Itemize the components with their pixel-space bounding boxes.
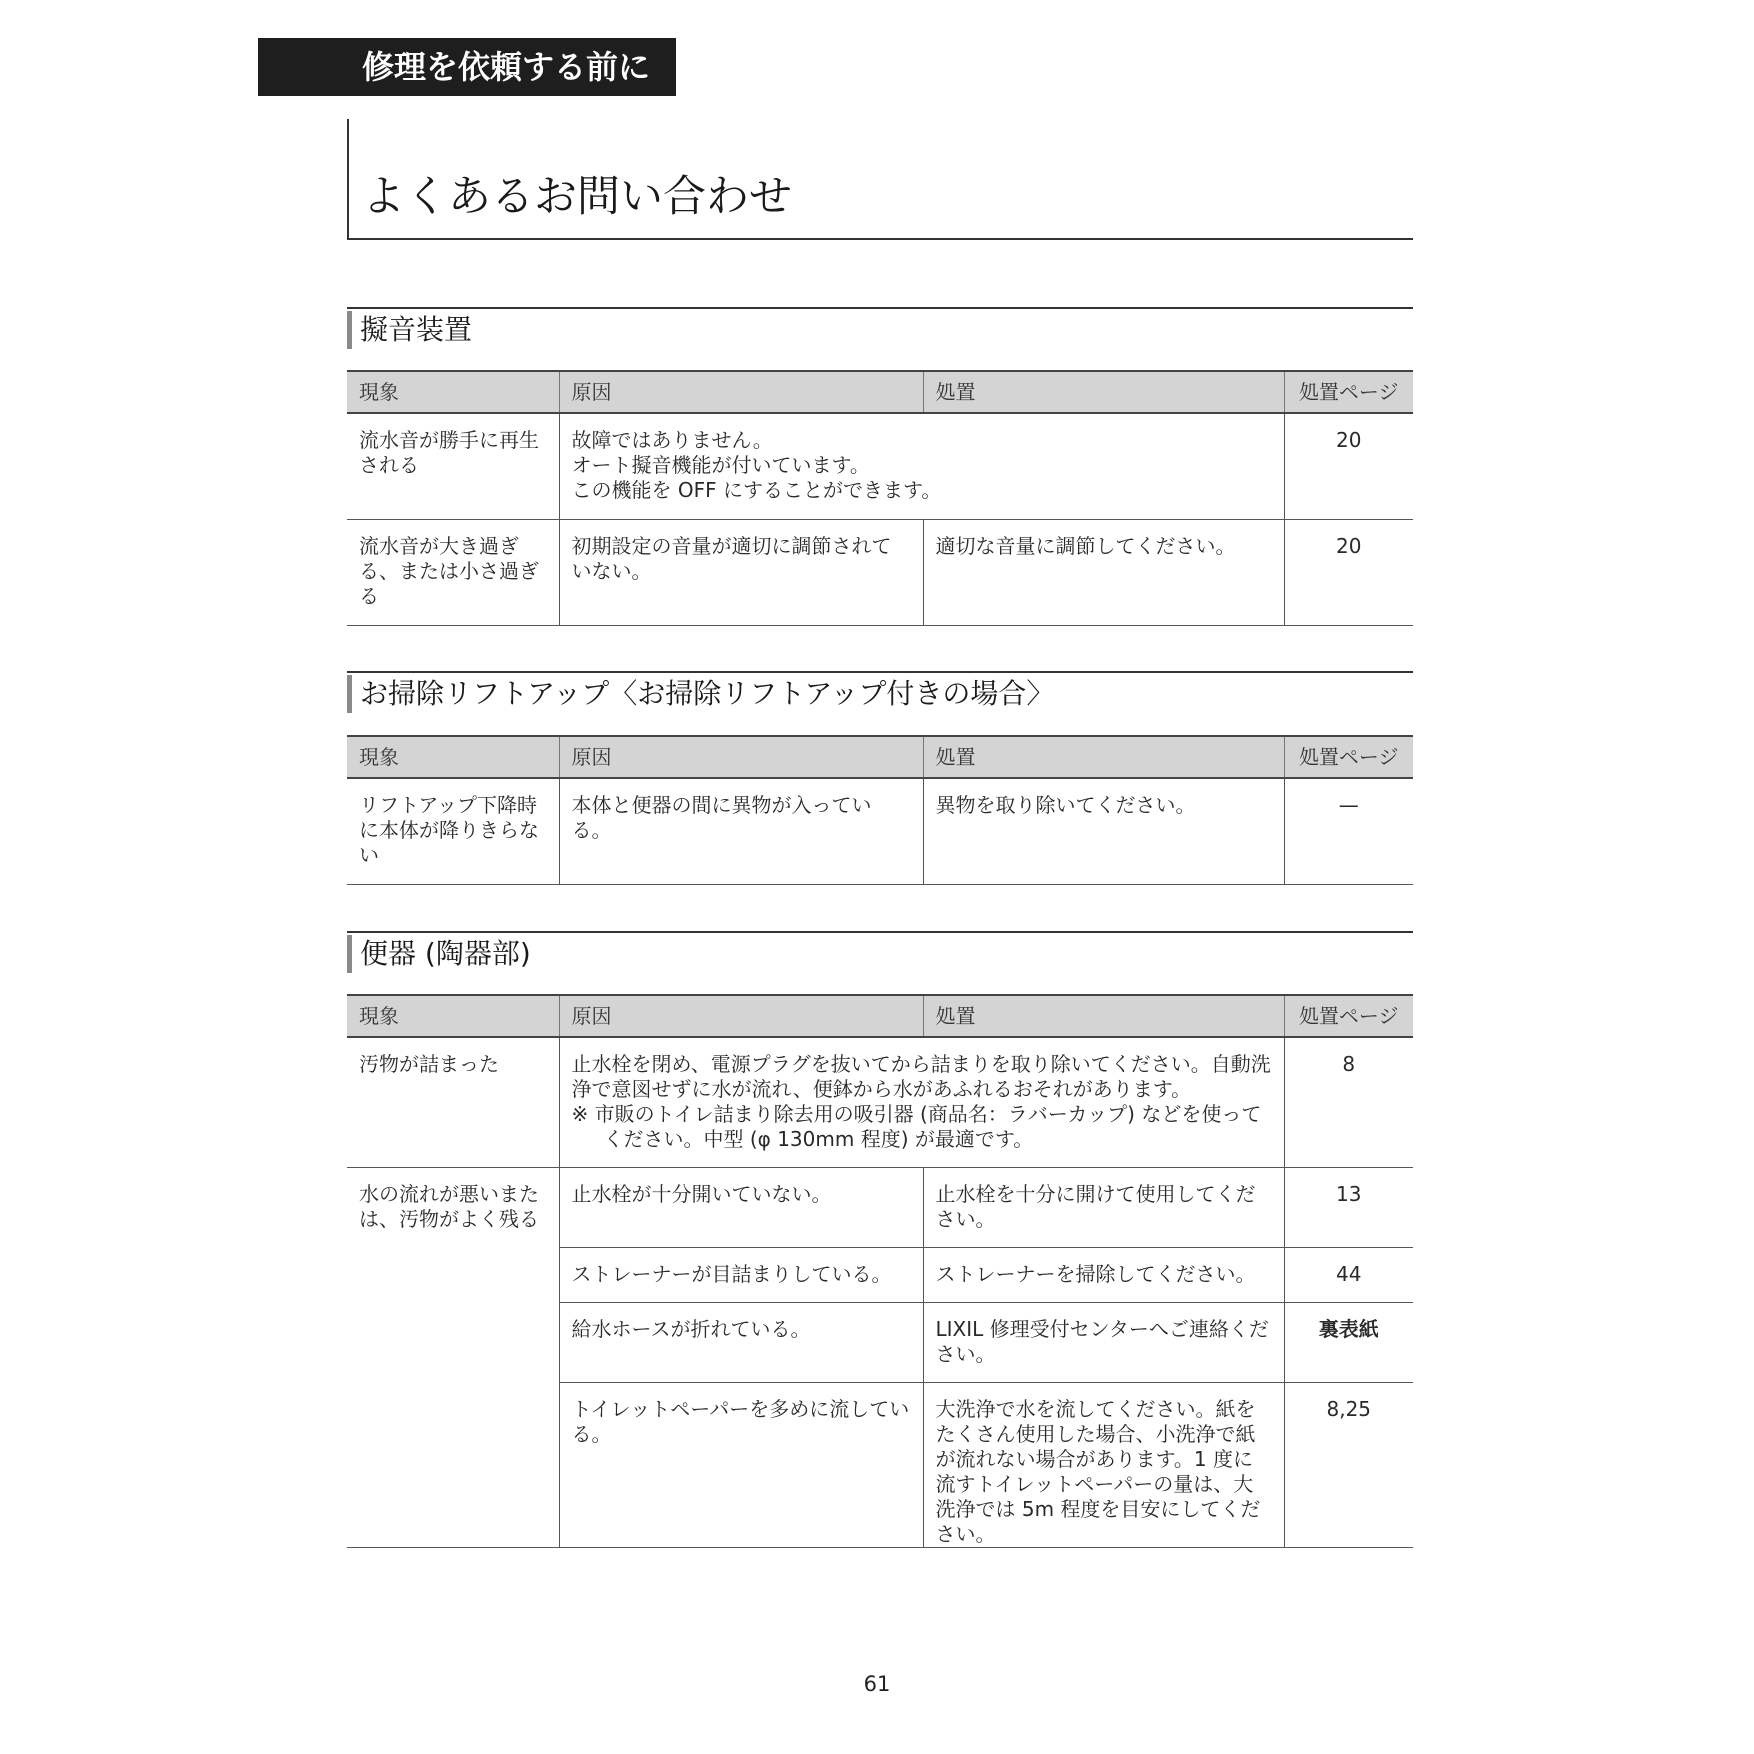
table-row <box>347 1167 1413 1247</box>
page-ref-cell: 20 <box>1284 519 1413 625</box>
action-cell: LIXIL 修理受付センターへご連絡ください。 <box>923 1302 1284 1382</box>
table-row <box>347 1037 1413 1167</box>
section-marker <box>347 935 352 973</box>
header-action: 処置 <box>923 736 1284 778</box>
section-marker <box>347 311 352 349</box>
section-heading-lift-up: お掃除リフトアップ〈お掃除リフトアップ付きの場合〉 <box>360 677 1055 710</box>
page-ref-cell: 裏表紙 <box>1284 1302 1413 1382</box>
header-action: 処置 <box>923 995 1284 1037</box>
action-cell: ストレーナーを掃除してください。 <box>923 1247 1284 1302</box>
header-page: 処置ページ <box>1284 995 1413 1037</box>
symptom-cell: 汚物が詰まった <box>347 1037 559 1167</box>
table-header-row <box>347 995 1413 1037</box>
header-symptom: 現象 <box>347 995 559 1037</box>
header-cause: 原因 <box>559 736 923 778</box>
chapter-tab: 修理を依頼する前に <box>258 38 676 96</box>
header-cause: 原因 <box>559 995 923 1037</box>
section-heading-toilet-bowl: 便器 (陶器部) <box>360 937 531 970</box>
action-cell: 適切な音量に調節してください。 <box>923 519 1284 625</box>
action-cell: 大洗浄で水を流してください。紙をたくさん使用した場合、小洗浄で紙が流れない場合があります。1 度に流すトイレットペーパーの量は、大洗浄では 5m 程度を目安にしてください。 <box>923 1382 1284 1547</box>
title-underline <box>347 238 1413 240</box>
section-marker <box>347 675 352 713</box>
page-ref-cell: — <box>1284 778 1413 884</box>
header-page: 処置ページ <box>1284 736 1413 778</box>
note-text: ※ 市販のトイレ詰まり除去用の吸引器 (商品名：ラバーカップ) などを使ってください。中型 (φ 130mm 程度) が最適です。 <box>571 1102 1262 1151</box>
header-symptom: 現象 <box>347 736 559 778</box>
page-number: 61 <box>863 1672 891 1696</box>
page-ref-cell: 20 <box>1284 413 1413 519</box>
page-ref-cell: 13 <box>1284 1167 1413 1247</box>
header-action: 処置 <box>923 371 1284 413</box>
section-rule <box>347 307 1413 309</box>
table-toilet-bowl <box>347 994 1413 1548</box>
action-cell: 異物を取り除いてください。 <box>923 778 1284 884</box>
cause-action-cell <box>559 1037 1284 1167</box>
section-rule <box>347 671 1413 673</box>
table-header-row <box>347 736 1413 778</box>
symptom-cell: 水の流れが悪いまたは、汚物がよく残る <box>347 1167 559 1547</box>
symptom-cell: 流水音が大き過ぎる、または小さ過ぎる <box>347 519 559 625</box>
header-symptom: 現象 <box>347 371 559 413</box>
cause-action-cell: 故障ではありません。 オート擬音機能が付いています。 この機能を OFF にすることができます。 <box>559 413 1284 519</box>
cause-cell: 本体と便器の間に異物が入っている。 <box>559 778 923 884</box>
table-row <box>347 778 1413 884</box>
cause-cell: トイレットペーパーを多めに流している。 <box>559 1382 923 1547</box>
table-row <box>347 413 1413 519</box>
title-vertical-rule <box>347 119 349 240</box>
section-heading-sound: 擬音装置 <box>360 313 473 346</box>
table-lift-up <box>347 735 1413 885</box>
cause-cell: 初期設定の音量が適切に調節されていない。 <box>559 519 923 625</box>
table-row <box>347 519 1413 625</box>
action-cell: 止水栓を十分に開けて使用してください。 <box>923 1167 1284 1247</box>
page-title: よくあるお問い合わせ <box>362 172 792 222</box>
header-page: 処置ページ <box>1284 371 1413 413</box>
cause-cell: ストレーナーが目詰まりしている。 <box>559 1247 923 1302</box>
symptom-cell: 流水音が勝手に再生される <box>347 413 559 519</box>
cause-cell: 給水ホースが折れている。 <box>559 1302 923 1382</box>
page-ref-cell: 8 <box>1284 1037 1413 1167</box>
table-sound-device <box>347 370 1413 626</box>
cause-action-text: 止水栓を閉め、電源プラグを抜いてから詰まりを取り除いてください。自動洗浄で意図せずに水が流れ、便鉢から水があふれるおそれがあります。 <box>571 1052 1271 1101</box>
page-ref-cell: 44 <box>1284 1247 1413 1302</box>
header-cause: 原因 <box>559 371 923 413</box>
symptom-cell: リフトアップ下降時に本体が降りきらない <box>347 778 559 884</box>
cause-cell: 止水栓が十分開いていない。 <box>559 1167 923 1247</box>
page-ref-cell: 8,25 <box>1284 1382 1413 1547</box>
table-header-row <box>347 371 1413 413</box>
section-rule <box>347 931 1413 933</box>
